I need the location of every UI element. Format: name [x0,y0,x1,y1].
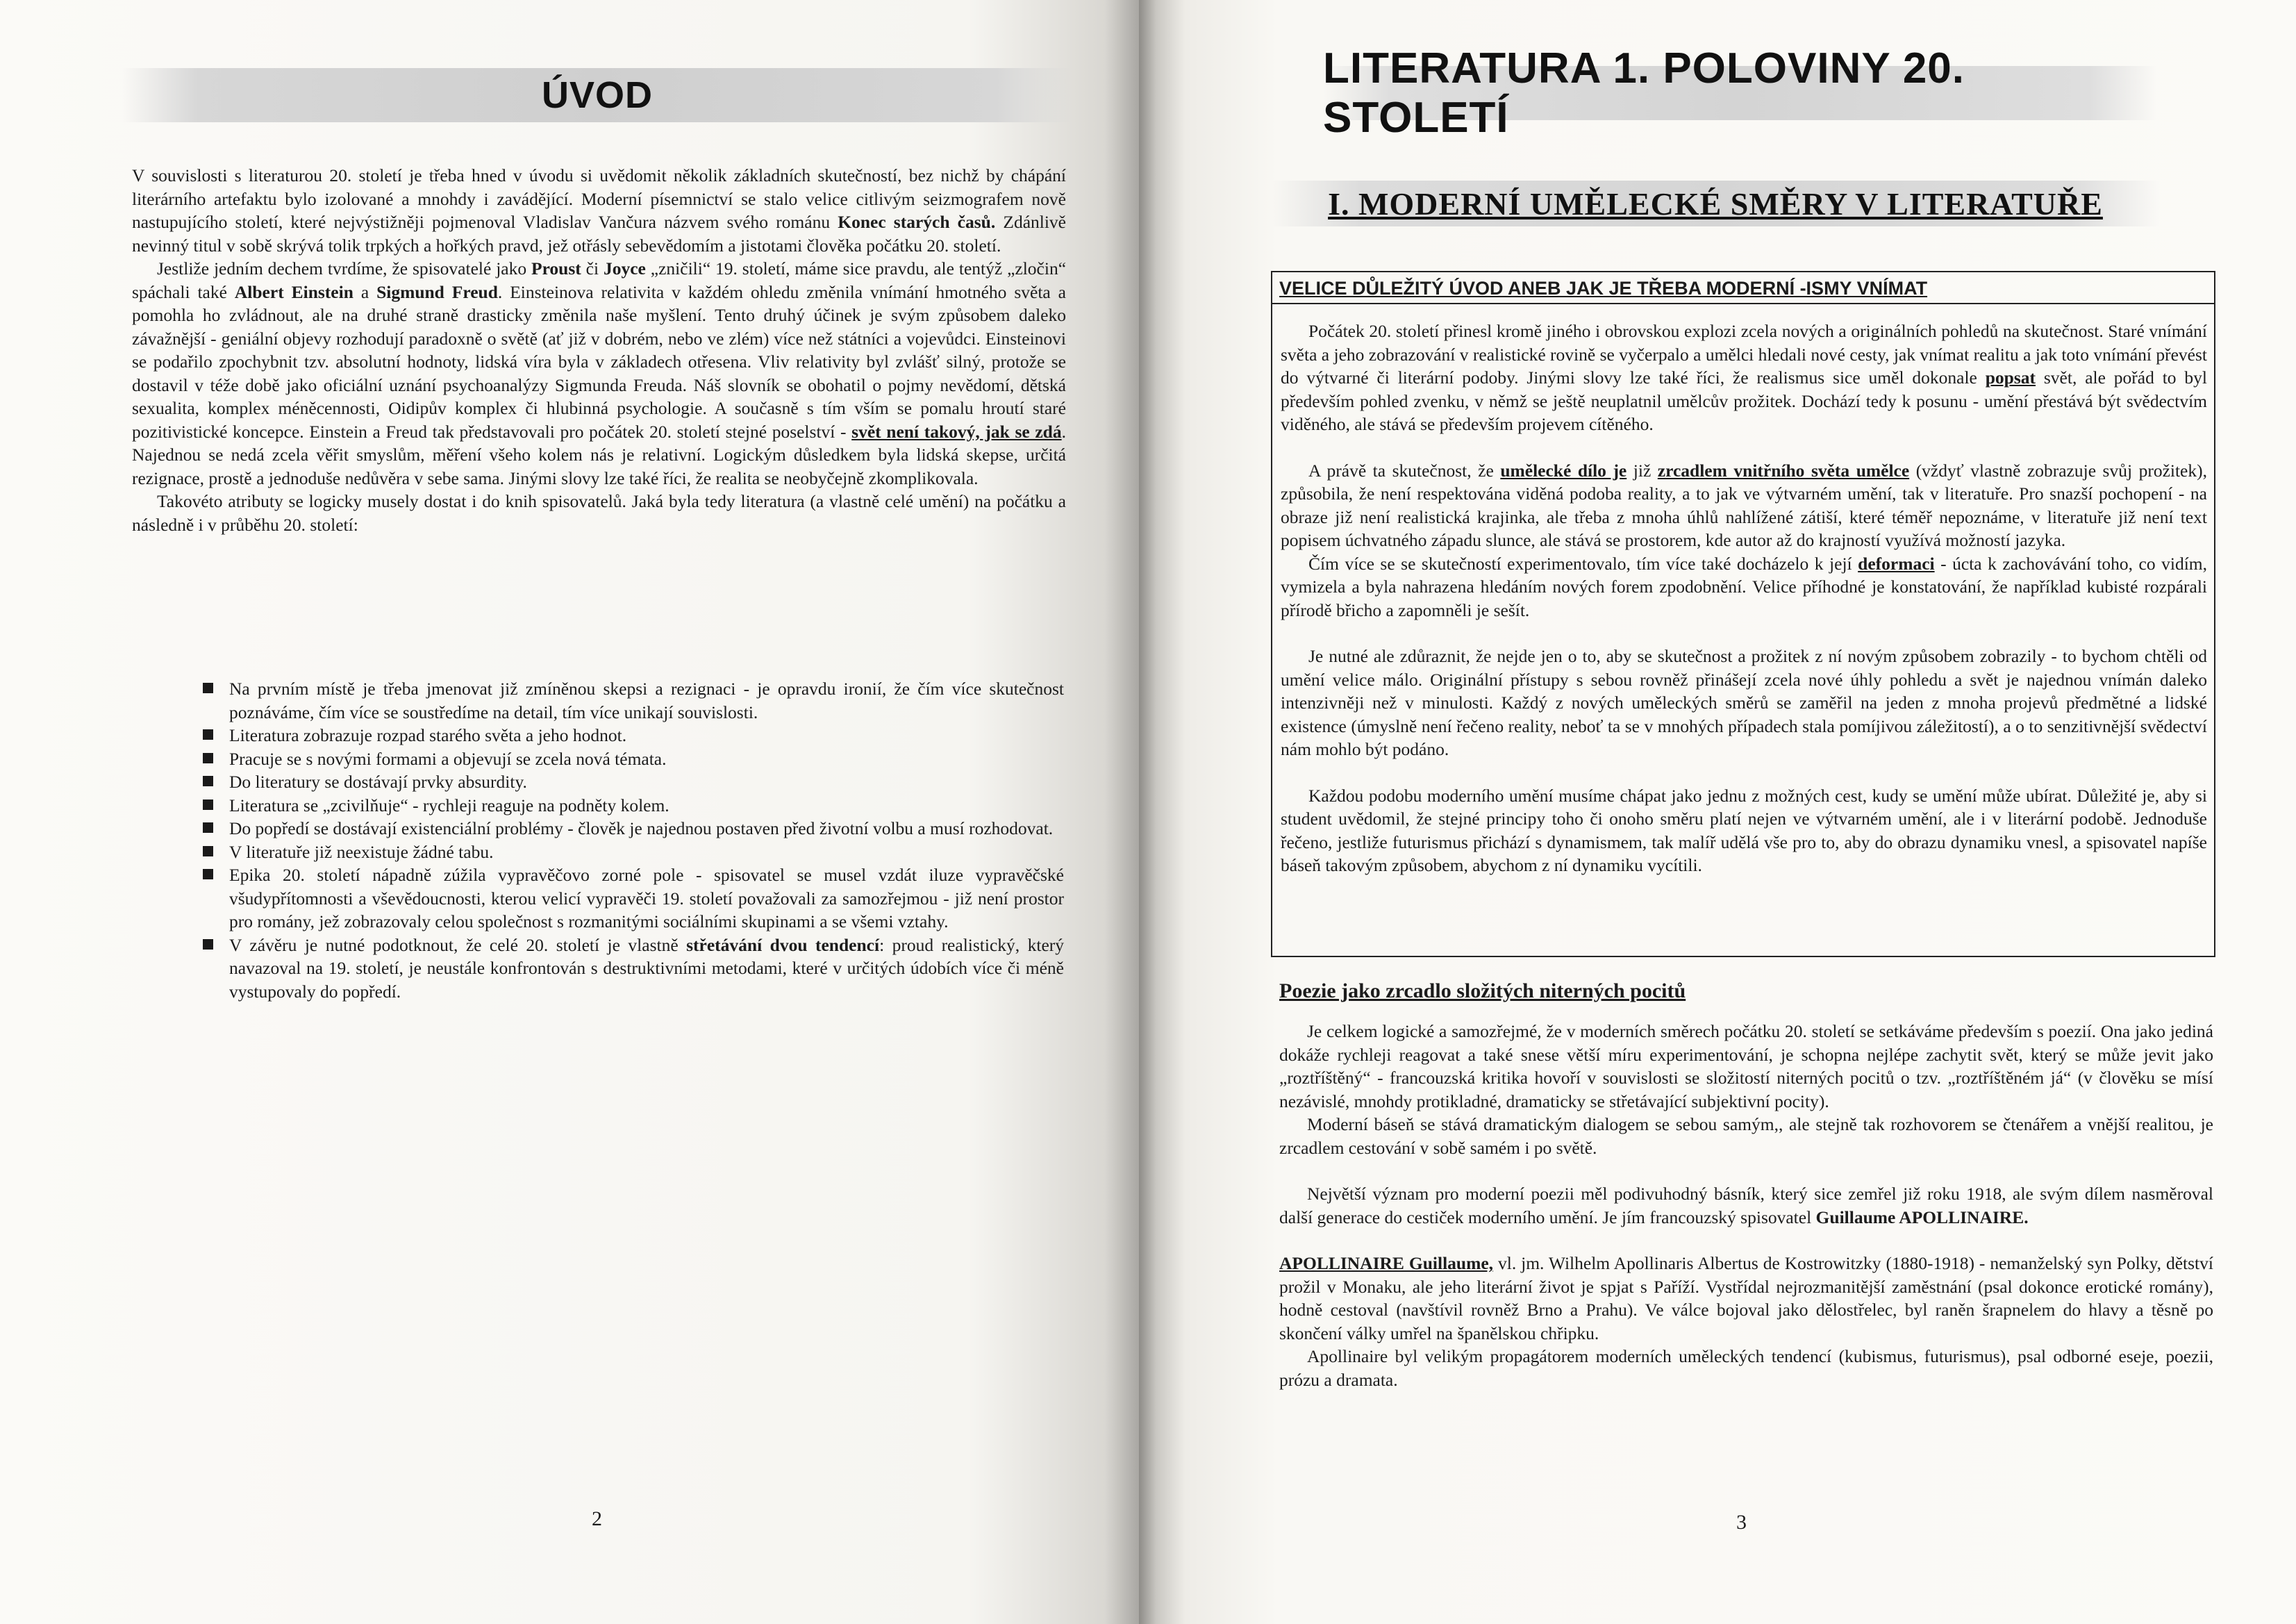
box-paragraph-2 [1281,459,2207,552]
box-body [1281,320,2207,877]
text-run: : proud realistický, který navazoval na 19. století, je neustále konfrontován s destruktivními metodami, které v určitých údobích více či méně vystupovaly do popředí. [229,934,1065,1002]
section-title-text: I. MODERNÍ UMĚLECKÉ SMĚRY V LITERATUŘE [1328,185,2103,222]
text-run: již [1627,460,1658,481]
left-page [0,0,1139,1624]
page-header-literatura: LITERATURA 1. POLOVINY 20. STOLETÍ [1323,66,2156,120]
author-name: Guillaume APOLLINAIRE. [1815,1207,2029,1227]
list-item: Na prvním místě je třeba jmenovat již zmíněnou skepsi a rezignaci - je opravdu ironií, že čím více skutečnost poznáváme, čím více se soustředíme na detail, tím více unikají souvislosti. [203,677,1064,724]
list-item [203,934,1064,1004]
text-run: svět, ale pořád to byl především pohled zvenku, v němž se ještě neuplatnil umělcův prožitek. Dochází tedy k posunu - umění přestává být svědectvím viděného, ale stává se především projevem cítěného. [1281,367,2207,434]
text-run: Počátek 20. století přinesl kromě jiného i obrovskou explozi zcela nových a originálních pohledů na skutečnost. Staré vnímání světa a jeho zobrazování v realistické rovině se vyčerpalo a umělci hledali nové cesty, jak vnímat realitu a jak toto vnímání převést do výtvarné či literární podoby. Jinými slovy lze také říci, že realismus sice uměl dokonale [1281,321,2207,388]
emphasis-word: deformaci [1858,553,1935,574]
text-run: vl. jm. Wilhelm Apollinaris Albertus de Kostrowitzky (1880-1918) - nemanželský syn Polky, dětství prožil v Monaku, ale jeho literární život je spjat s Paříží. Vystřídal nejrozmanitější zaměstnání (psal dokonce erotické romány), hodně cestoval (navštívil rovněž Brno a Prahu). Ve válce bojoval jako dělostřelec, byl raněn šrapnelem do hlavy a těsně po skončení války umřel na španělskou chřipku. [1279,1253,2213,1343]
poetry-paragraph-1: Je celkem logické a samozřejmé, že v moderních směrech počátku 20. století se setkáváme především s poezií. Ona jako jediná dokáže rychleji reagovat a také snese větší míru experimentování, je schopna nejlépe zachytit svět, který se může jevit jako „roztříštěný“ - francouzská kritika hovoří v souvislosti se složitostí niterných pocitů o tzv. „roztříštěném já“ (v člověku se mísí nezávislé, mnohdy protikladné, dramaticky se střetávající subjektivní pocity). [1279,1021,2213,1111]
intro-paragraph-1 [132,164,1066,257]
right-body-text [1279,1020,2213,1391]
box-heading-text: VELICE DŮLEŽITÝ ÚVOD ANEB JAK JE TŘEBA MODERNÍ -ISMY VNÍMAT [1279,278,1928,299]
text-run: Největší význam pro moderní poezii měl podivuhodný básník, který sice zemřel již roku 1918, ale svým dílem nasměroval další generace do cestiček moderního umění. Je jím francouzský spisovatel [1279,1184,2213,1227]
poetry-paragraph-3 [1279,1182,2213,1229]
page-number: 2 [592,1507,602,1530]
box-heading [1272,272,2214,304]
name-proust: Proust [531,258,581,279]
box-paragraph-4: Je nutné ale zdůraznit, že nejde jen o to, aby se skutečnost a prožitek z ní novým způsobem zobrazily - to bychom chtěli od umění velice málo. Originální přístupy s sebou rovněž přinášejí zcela nové úhly pohledu a svět je najednou vnímán daleko intenzivněji než v minulosti. Každý z nových uměleckých směrů se zaměřil na jeden z mnoha projevů předmětné a lidské existence (úmyslně není řečeno reality, neboť ta se v mnohých případech stala pomíjivou záležitostí), a o to senzitivnější svědectví nám mohlo být podáno. [1281,646,2207,759]
text-run: V závěru je nutné podotknout, že celé 20. století je vlastně [229,934,687,955]
apollinaire-paragraph [1279,1252,2213,1345]
intro-paragraph-3: Takovéto atributy se logicky musely dostat i do knih spisovatelů. Jaká byla tedy literatura (a vlastně celé umění) na počátku a následně i v průběhu 20. století: [132,491,1066,535]
text-run: Zdánlivě nevinný titul v sobě skrývá tolik trpkých a hořkých pravd, jež otřásly sebevědomím a jistotami člověka počátku 20. století. [132,212,1066,256]
text-run: A právě ta skutečnost, že [1308,460,1501,481]
list-item: Pracuje se s novými formami a objevují se zcela nová témata. [203,747,1064,771]
page-number: 3 [1736,1511,1747,1534]
text-run: Jestliže jedním dechem tvrdíme, že spisovatelé jako [157,258,531,279]
list-item: Literatura se „zcivilňuje“ - rychleji reaguje na podněty kolem. [203,794,1064,818]
text-run: a [353,281,377,302]
text-run: či [581,258,604,279]
emphasis-word: popsat [1985,367,2036,388]
intro-box [1271,271,2215,957]
text-run: . Einsteinova relativita v každém ohledu změnila vnímání hmotného světa a pomohla ho zvládnout, ale na druhé straně drasticky změnila naše myšlení. Tento druhý účinek je svým způsobem daleko závažnější - geniální objevy rozhodují paradoxně o světě (ať již v dobrém, nebo ve zlém) více než státníci a vojevůdci. Einsteinovi se podařilo zpochybnit tzv. absolutní hodnoty, lidská víra byla v základech otřesena. Vliv relativity byl zvlášť silný, protože se dostavil v téže době jako oficiální uznání psychoanalýzy Sigmunda Freuda. Náš slovník se obohatil o pojmy nevědomí, dětská sexualita, komplex méněcennosti, Oidipův komplex či hlubinná psychologie. A současně s tím vším se pomalu hroutí staré pozitivistické koncepce. Einstein a Freud tak představovali pro počátek 20. století stejné poselství - [132,281,1066,442]
emphasis-phrase: střetávání dvou tendencí [686,934,880,955]
list-item: V literatuře již neexistuje žádné tabu. [203,840,1064,864]
emphasis-phrase: umělecké dílo je [1500,460,1627,481]
box-paragraph-5: Každou podobu moderního umění musíme chápat jako jednu z možných cest, kudy se umění může ubírat. Důležité je, aby si student uvědomil, že stejné principy toho či onoho směru platí nejen ve výtvarném umění, ale i v literární podobě. Jednoduše řečeno, jestliže futurismus přichází s dynamismem, tak malíř udělá vše pro to, aby do obrazu dynamiku vnesl, a spisovatel napíše báseň takovým způsobem, abychom z ní dynamiku vycítili. [1281,785,2207,875]
list-item: Do literatury se dostávají prvky absurdity. [203,770,1064,794]
name-einstein: Albert Einstein [234,281,353,302]
poetry-paragraph-2: Moderní báseň se stává dramatickým dialogem se sebou samým,, ale stejně tak rozhovorem se čtenářem a vnější realitou, je zrcadlem cestování v sobě samém i po světě. [1279,1114,2213,1158]
page-header-uvod: ÚVOD [122,68,1073,122]
box-paragraph-3 [1281,552,2207,622]
list-item: Epika 20. století nápadně zúžila vypravěčovo zorné pole - spisovatel se musel vzdát iluze vypravěčské všudypřítomnosti a vševědoucnosti, kterou velicí vypravěči 19. století považovali za samozřejmou - již není prostor pro romány, jež zobrazovaly celou společnost s rozmanitými sociálními skupinami a se všemi vztahy. [203,863,1064,934]
text-run: V souvislosti s literaturou 20. století je třeba hned v úvodu si uvědomit několik základních skutečností, bez nichž by chápání literárního artefaktu bylo izolované a mnohdy i zavádějící. Moderní písemnictví se stalo velice citlivým seizmografem nově nastupujícího století, které nejvýstižněji pojmenoval Vladislav Vančura názvem svého románu [132,165,1066,232]
list-item: Do popředí se dostávají existenciální problémy - člověk je najednou postaven před životní volbu a musí rozhodovat. [203,817,1064,840]
emphasis-phrase: zrcadlem vnitřního světa umělce [1657,460,1910,481]
name-freud: Sigmund Freud [376,281,498,302]
text-run: „zničili“ 19. století, máme sice pravdu, ale tentýž „zločin“ spáchali také [132,258,1067,302]
text-run: (vždyť vlastně zobrazuje svůj prožitek), způsobila, že není respektována viděná podoba reality, a to jak ve výtvarném umění, tak v literatuře. Pro snazší pochopení - na obraze již není realistická krajinka, ale třeba z mnoha úhlů nahlížené zátiší, které téměř nepoznáme, v literatuře již není text popisem úchvatného západu slunce, ale stává se prostorem, kde autor až do krajností využívá možností jazyka. [1281,460,2207,550]
author-entry-name: APOLLINAIRE Guillaume, [1279,1253,1494,1273]
apollinaire-paragraph-2: Apollinaire byl velikým propagátorem moderních uměleckých tendencí (kubismus, futurismus), psal odborné eseje, poezii, prózu a dramata. [1279,1346,2213,1390]
text-run: Čím více se se skutečností experimentovalo, tím více také docházelo k její [1308,553,1858,574]
name-joyce: Joyce [603,258,646,279]
bullet-list [203,677,1064,1003]
section-title [1271,181,2160,226]
novel-title: Konec starých časů. [838,212,996,232]
emphasis-phrase: svět není takový, jak se zdá [851,421,1062,442]
intro-paragraph-2 [132,257,1066,490]
poetry-heading: Poezie jako zrcadlo složitých niterných pocitů [1279,979,1686,1002]
text-run: - úcta k zachovávání toho, co vidím, vymizela a byla nahrazena hledáním nových forem zpodobnění. Velice příhodné je konstatování, že například kubisté rozpárali přírodě břicho a zapomněli je sešít. [1281,553,2207,620]
box-paragraph-1 [1281,320,2207,436]
intro-text [132,164,1066,536]
text-run: . Najednou se nedá zcela věřit smyslům, měření všeho kolem nás je relativní. Logickým důsledkem byla lidská skepse, určitá rezignace, prostě a jednoduše nedůvěra v sebe sama. Jinými slovy lze také říci, že realita se neobyčejně zkomplikovala. [132,421,1066,488]
list-item: Literatura zobrazuje rozpad starého světa a jeho hodnot. [203,724,1064,747]
